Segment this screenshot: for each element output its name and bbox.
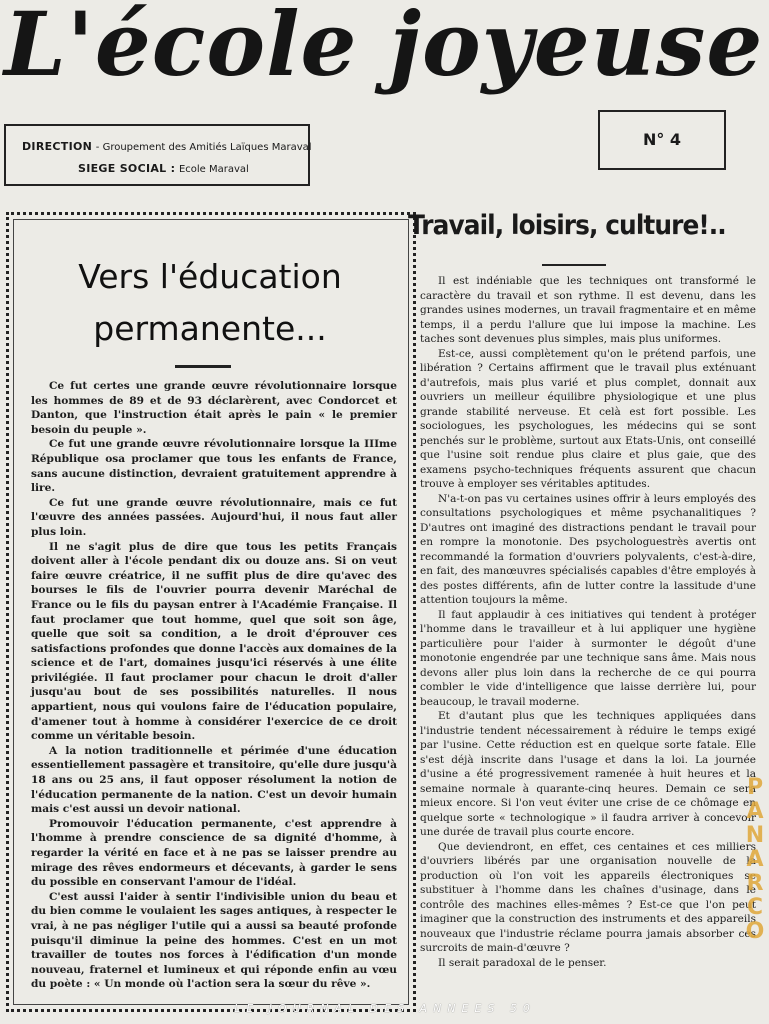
direction-box — [4, 124, 310, 186]
right-article-body — [420, 274, 756, 970]
left-title-line-1: Vers l'éducation — [78, 257, 342, 296]
side-watermark: PANARCO — [745, 775, 765, 944]
right-paragraph: Il serait paradoxal de le penser. — [438, 956, 607, 969]
masthead — [0, 0, 769, 120]
right-paragraph: Il est indéniable que les techniques ont transformé le caractère du travail et son rythme. Il est devenu, dans les grandes usines modernes, un travail fragmentaire et en même temps, il a perdu l'allure que lui impose la machine. Les taches sont devenues plus simples, mais plus uniformes. — [420, 275, 756, 345]
left-article-title — [9, 251, 411, 355]
right-article-title: Travail, loisirs, culture!.. — [408, 210, 726, 241]
direction-value: - Groupement des Amitiés Laïques Maraval — [95, 142, 312, 153]
left-title-rule — [175, 365, 231, 368]
right-paragraph: Que deviendront, en effet, ces centaines et ces milliers d'ouvriers libérés par une organisation nouvelle de la production où l'on voit les appareils électroniques se substituer à l'homme dans les chaînes d'usinage, dans le contrôle des machines elles-mêmes ? Est-ce que l'on peut imaginer que la construction des instruments et des appareils nouveaux que l'industrie réclame pourra jamais absorber ces surcroits de main-d'œuvre ? — [420, 840, 756, 954]
left-paragraph: A la notion traditionnelle et périmée d'une éducation essentiellement passagère et transitoire, qu'elle dure jusqu'à 18 ans ou 25 ans, il faut opposer résolument la notion de l'éducation permanente de la nation. C'est un devoir humain mais c'est aussi un devoir national. — [31, 744, 397, 816]
direction-label: DIRECTION — [22, 140, 93, 153]
siege-line — [78, 162, 249, 175]
siege-label: SIEGE SOCIAL : — [78, 162, 176, 175]
right-paragraph: N'a-t-on pas vu certaines usines offrir à leurs employés des consultations psychologiques et même psychanalitiques ? D'autres ont imaginé des distractions pendant le travail pour en rompre la monotonie. Des psychologuestrès avertis ont recommandé la formation d'ouvriers polyvalents, c'est-à-dire, en fait, des manœuvres spécialisés capables d'être employés à des postes différents, afin de lutter contre la lassitude d'une attention toujours la même. — [420, 492, 756, 606]
left-paragraph: C'est aussi l'aider à sentir l'indivisible union du beau et du bien comme le voulaient les sages antiques, à respecter le vrai, à ne pas négliger l'utile qui a aussi sa beauté profonde puisqu'il diminue la peine des hommes. C'est en un mot travailler de toutes nos forces à l'édification d'un monde nouveau, fraternel et lumineux et qui réponde enfin au vœu du poète : « Un monde où l'action sera la sœur du rêve ». — [31, 890, 397, 991]
siege-value: Ecole Maraval — [178, 164, 249, 175]
direction-line — [22, 140, 312, 153]
left-paragraph: Ce fut certes une grande œuvre révolutionnaire lorsque les hommes de 89 et de 93 déclarèrent, avec Condorcet et Danton, que l'instruction était après le pain « le premier besoin du peuple ». — [31, 380, 397, 436]
left-paragraph: Ce fut une grande œuvre révolutionnaire lorsque la IIIme République osa proclamer que tous les enfants de France, sans aucune distinction, devraient gratuitement apprendre à lire. — [31, 438, 397, 495]
left-article-body — [31, 379, 397, 992]
right-paragraph: Et d'autant plus que les techniques appliquées dans l'industrie tendent nécessairement à réduire le temps exigé par l'usine. Cette réduction est en quelque sorte fatale. Elle s'est déjà inscrite dans l'usage et dans la loi. La journée d'usine a été progressivement ramenée à huit heures et la semaine normale à quarante-cinq heures. Demain ce sera mieux encore. Si l'on veut éviter une crise de ce chômage en quelque sorte « technologique » il faudra arriver à concevoir une durée de travail plus courte encore. — [420, 710, 756, 838]
issue-number: N° 4 — [598, 110, 726, 170]
right-paragraph: Il faut applaudir à ces initiatives qui tendent à protéger l'homme dans le travailleur et à lui appliquer une hygiène particulière pour l'aider à surmonter le dégoût d'une monotonie engendrée par une technique sans âme. Mais nous devons aller plus loin dans la recherche de ce qui pourra combler le vide d'intelligence que laisse derrière lui, pour beaucoup, le travail moderne. — [420, 608, 756, 708]
left-article-frame — [6, 212, 416, 1012]
right-paragraph: Est-ce, aussi complètement qu'on le prétend parfois, une libération ? Certains affirment que le travail plus exténuant d'autrefois, mais plus varié et plus complet, donnait aux ouvriers un meilleur équilibre physiologique et une plus grande stabilité nerveuse. Et celà est fort possible. Les sociologues, les psychologues, les médecins qui se sont penchés sur le problème, surtout aux Etats-Unis, ont conseillé que l'usine soit rendue plus claire et plus gaie, que des examens psycho-techniques fréquents assurent que chacun trouve à employer ses véritables aptitudes. — [420, 347, 756, 490]
left-paragraph: Ce fut une grande œuvre révolutionnaire, mais ce fut l'œuvre des années passées. Aujourd'hui, il nous faut aller plus loin. — [31, 496, 397, 538]
right-title-rule — [542, 264, 606, 266]
left-paragraph: Il ne s'agit plus de dire que tous les petits Français doivent aller à l'école pendant dix ou douze ans. Si on veut faire œuvre créatrice, il ne suffit plus de dire qu'avec des bourses le fils de l'ouvrier pourra devenir Maréchal de France ou le fils du paysan entrer à l'Académie Française. Il faut proclamer que tout homme, quel que soit son âge, quelle que soit sa condition, a le droit d'éprouver ces satisfactions profondes que donne l'accès aux domaines de la science et de l'art, domaines jusqu'ici réservés à une élite privilégiée. Il faut proclamer pour chacun le droit d'aller jusqu'au bout de ses possibilités naturelles. Il nous appartient, nous qui voulons faire de l'éducation populaire, d'amener tout à homme à considérer l'exercice de ce droit comme un véritable besoin. — [31, 540, 397, 743]
bottom-watermark: LE JOURNAL DES ANNEES 50 — [234, 1002, 536, 1015]
masthead-title: L'école joyeuse — [4, 0, 764, 96]
left-paragraph: Promouvoir l'éducation permanente, c'est apprendre à l'homme à prendre conscience de sa dignité d'homme, à regarder la vérité en face et à ne pas se laisser prendre au mirage des rêves endormeurs et décevants, à garder le sens du possible en conservant l'amour de l'idéal. — [31, 817, 397, 889]
left-title-line-2: permanente... — [93, 309, 327, 348]
